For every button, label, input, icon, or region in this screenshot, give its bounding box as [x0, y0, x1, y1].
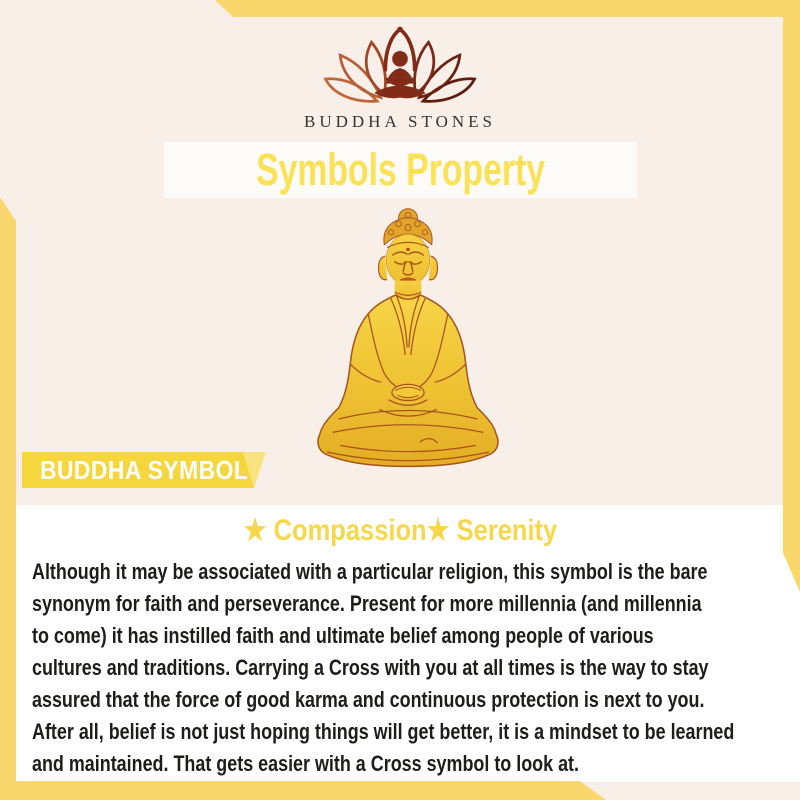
- brand-name: BUDDHA STONES: [304, 112, 496, 131]
- paragraph-line: and maintained. That gets easier with a Cross symbol to look at.: [32, 751, 579, 776]
- lotus-meditation-icon: [318, 22, 482, 114]
- paragraph-line: assured that the force of good karma and continuous protection is next to you.: [32, 687, 705, 712]
- section-banner-label: BUDDHA SYMBOL: [40, 454, 249, 485]
- paragraph-line: synonym for faith and perseverance. Present for more millennia (and millennia: [32, 591, 702, 616]
- tagline: ★ Compassion★ Serenity: [243, 514, 557, 547]
- right-accent-band: [783, 0, 800, 592]
- bottom-accent-band: [0, 781, 606, 800]
- paragraph-line: Although it may be associated with a particular religion, this symbol is the bare: [32, 559, 708, 584]
- title-bar: [164, 142, 637, 198]
- paragraph-line: cultures and traditions. Carrying a Cross with you at all times is the way to stay: [32, 655, 709, 680]
- paragraph-line: to come) it has instilled faith and ultimate belief among people of various: [32, 623, 654, 648]
- paragraph-line: After all, belief is not just hoping things will get better, it is a mindset to be learned: [32, 719, 735, 744]
- section-banner: [22, 452, 284, 488]
- description-section: [0, 505, 800, 782]
- description-paragraph: [32, 556, 800, 780]
- top-accent-band: [215, 0, 800, 17]
- page-title: Symbols Property: [256, 144, 545, 195]
- tagline-row: [0, 513, 800, 548]
- buddha-statue-image: [283, 203, 533, 473]
